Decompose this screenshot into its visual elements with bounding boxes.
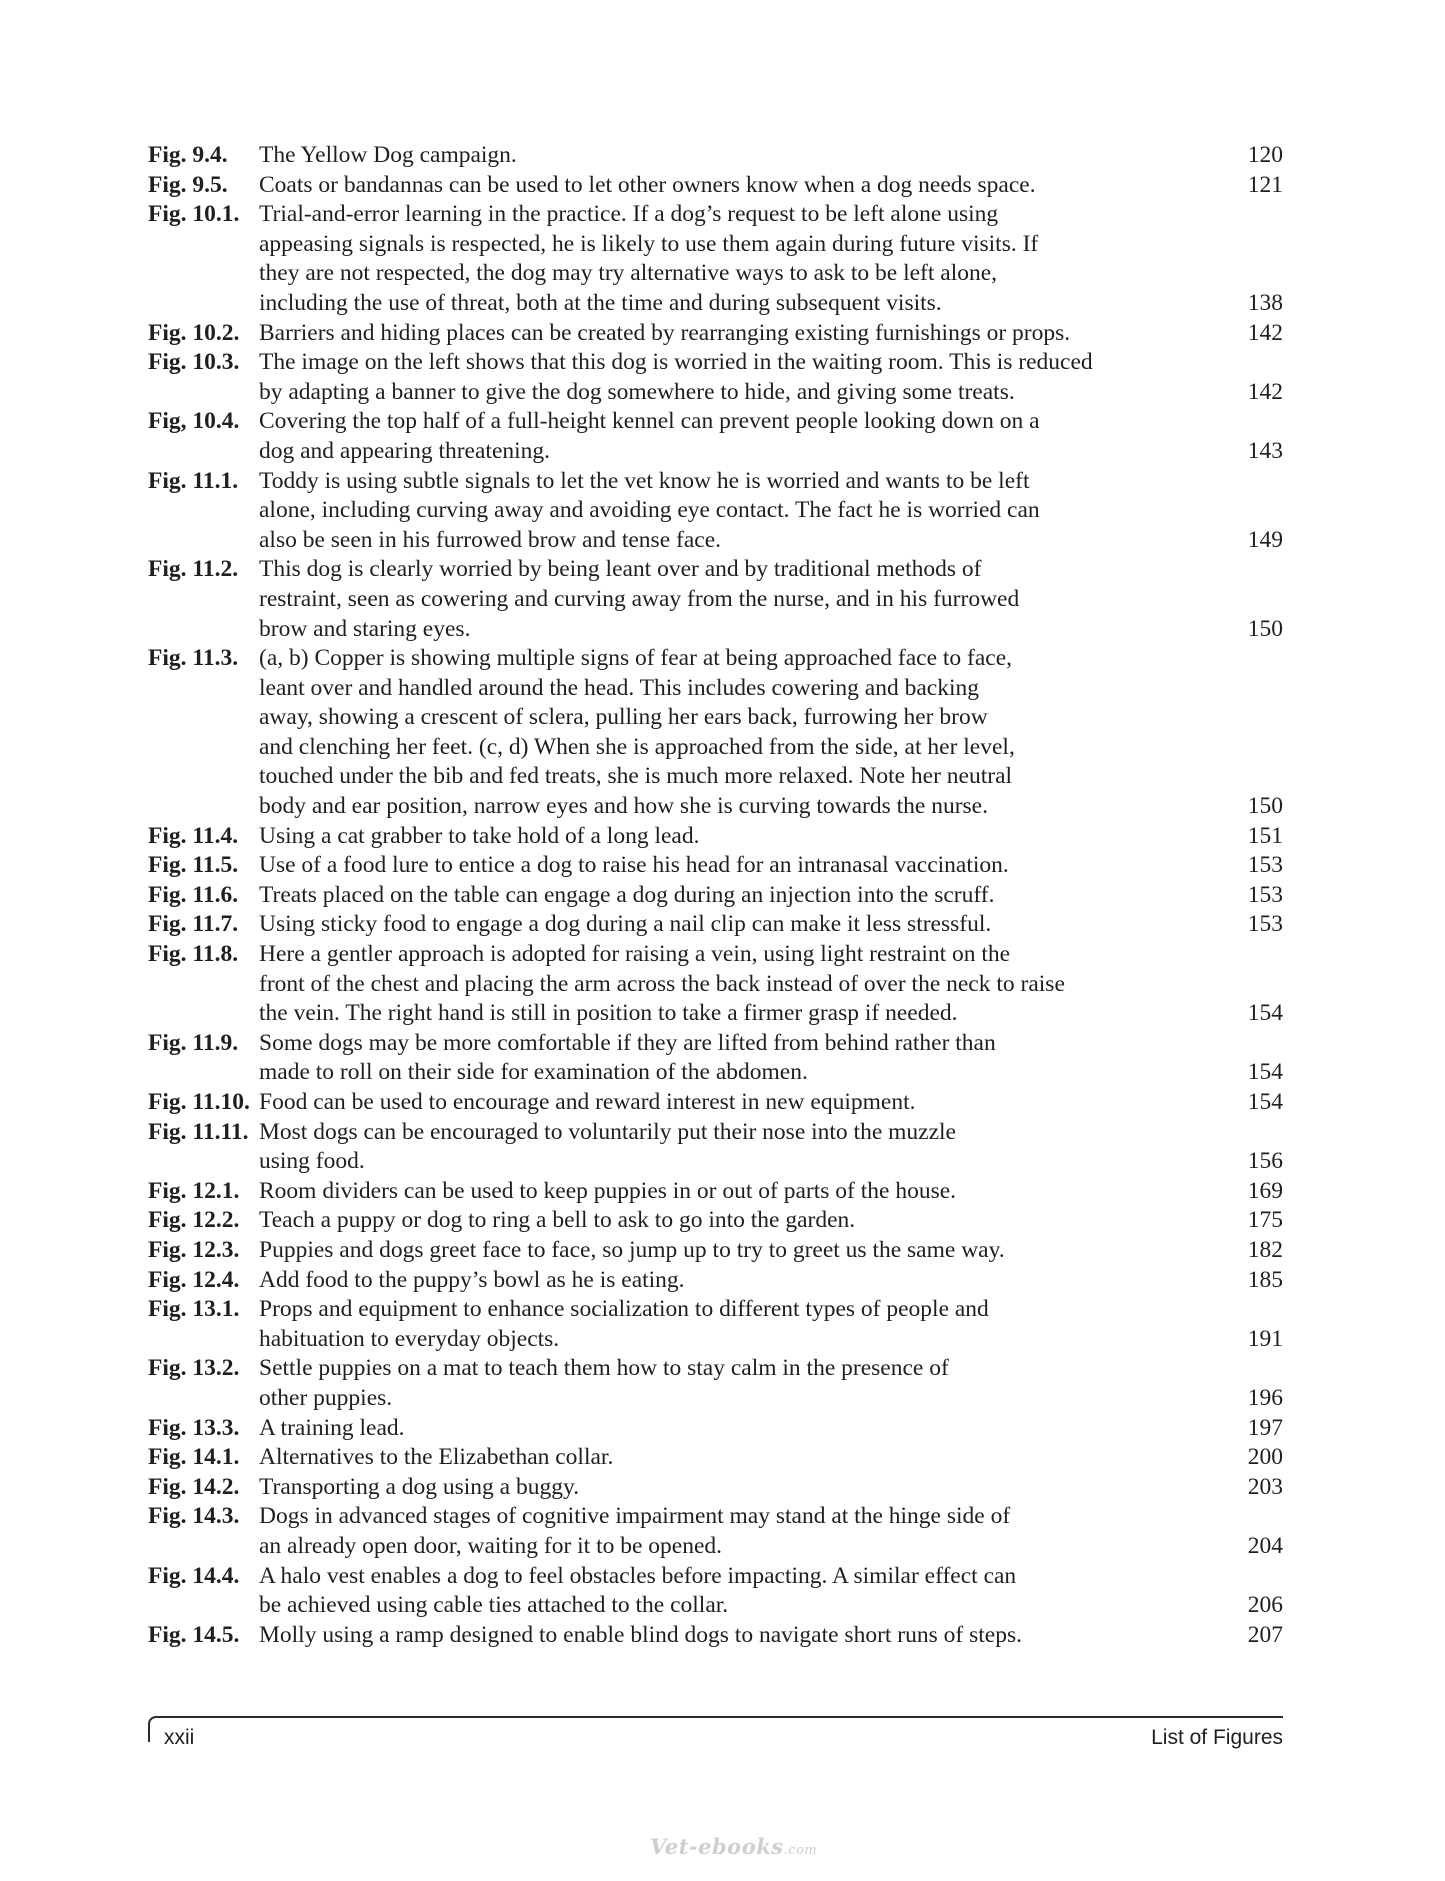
- caption-line: Toddy is using subtle signals to let the vet know he is worried and wants to be left: [259, 467, 1030, 494]
- caption-line: Use of a food lure to entice a dog to raise his head for an intranasal vaccination.: [259, 852, 1009, 879]
- caption-line: Using a cat grabber to take hold of a long lead.: [259, 822, 700, 849]
- figure-label: Fig. 10.3.: [148, 349, 240, 376]
- caption-line: Transporting a dog using a buggy.: [259, 1473, 580, 1500]
- caption-line: also be seen in his furrowed brow and tense face.: [259, 526, 722, 553]
- caption-line: front of the chest and placing the arm across the back instead of over the neck to raise: [259, 970, 1065, 997]
- figure-label: Fig. 11.5.: [148, 852, 239, 879]
- caption-line: an already open door, waiting for it to be opened.: [259, 1532, 723, 1559]
- figure-page-number: 169: [1247, 1177, 1283, 1204]
- caption-line: Covering the top half of a full-height kennel can prevent people looking down on a: [259, 408, 1040, 435]
- figure-caption: [259, 1088, 1239, 1118]
- figure-page-number: 175: [1247, 1207, 1283, 1234]
- caption-line: A halo vest enables a dog to feel obstacles before impacting. A similar effect can: [259, 1562, 1017, 1589]
- figure-caption: [259, 644, 1239, 822]
- figure-page-number: 197: [1247, 1414, 1283, 1441]
- figure-label: Fig. 14.3.: [148, 1503, 240, 1530]
- figure-label: Fig. 11.10.: [148, 1089, 250, 1115]
- caption-line: brow and staring eyes.: [259, 615, 471, 642]
- figure-entry: [148, 822, 1283, 852]
- caption-line: Food can be used to encourage and reward interest in new equipment.: [259, 1089, 916, 1115]
- caption-line: Teach a puppy or dog to ring a bell to ask to go into the garden.: [259, 1207, 856, 1234]
- figure-caption: [259, 555, 1239, 644]
- figure-page-number: 153: [1247, 911, 1283, 938]
- figure-label: Fig, 10.4.: [148, 408, 240, 435]
- caption-line: alone, including curving away and avoiding eye contact. The fact he is worried can: [259, 497, 1040, 524]
- caption-line: leant over and handled around the head. This includes cowering and backing: [259, 674, 979, 701]
- figure-entry: [148, 1562, 1283, 1621]
- figure-entry: [148, 910, 1283, 940]
- caption-line: Trial-and-error learning in the practice. If a dog’s request to be left alone using: [259, 201, 999, 228]
- figure-caption: [259, 1177, 1239, 1207]
- caption-line: habituation to everyday objects.: [259, 1325, 560, 1352]
- figure-page-number: 142: [1247, 378, 1283, 405]
- figure-entry: [148, 1206, 1283, 1236]
- caption-line: The Yellow Dog campaign.: [259, 142, 517, 168]
- figure-caption: [259, 1443, 1239, 1473]
- caption-line: be achieved using cable ties attached to the collar.: [259, 1592, 729, 1619]
- figure-caption: [259, 141, 1239, 171]
- figure-caption: [259, 1118, 1239, 1177]
- figure-caption: [259, 1266, 1239, 1296]
- figure-entry: [148, 1354, 1283, 1413]
- figure-page-number: 138: [1247, 289, 1283, 316]
- figure-page-number: 151: [1247, 822, 1283, 849]
- figure-caption: [259, 1502, 1239, 1561]
- figure-page-number: 203: [1247, 1473, 1283, 1500]
- caption-line: Using sticky food to engage a dog during a nail clip can make it less stressful.: [259, 911, 992, 938]
- figure-caption: [259, 1236, 1239, 1266]
- figure-caption: [259, 467, 1239, 556]
- figure-entry: [148, 1029, 1283, 1088]
- figure-caption: [259, 1414, 1239, 1444]
- figure-entry: [148, 1236, 1283, 1266]
- figure-label: Fig. 11.7.: [148, 911, 239, 938]
- figure-page-number: 156: [1247, 1148, 1283, 1175]
- caption-line: made to roll on their side for examination of the abdomen.: [259, 1059, 808, 1086]
- figure-label: Fig. 11.2.: [148, 556, 239, 583]
- figure-entry: [148, 940, 1283, 1029]
- figure-page-number: 120: [1247, 142, 1283, 168]
- caption-line: Most dogs can be encouraged to voluntarily put their nose into the muzzle: [259, 1118, 956, 1145]
- caption-line: restraint, seen as cowering and curving away from the nurse, and in his furrowed: [259, 585, 1020, 612]
- figure-caption: [259, 910, 1239, 940]
- figure-label: Fig. 11.8.: [148, 941, 239, 968]
- figure-label: Fig. 14.5.: [148, 1621, 240, 1648]
- caption-line: body and ear position, narrow eyes and how she is curving towards the nurse.: [259, 793, 988, 820]
- figure-entry: [148, 467, 1283, 556]
- caption-line: A training lead.: [259, 1414, 405, 1441]
- caption-line: and clenching her feet. (c, d) When she is approached from the side, at her level,: [259, 733, 1015, 760]
- caption-line: Barriers and hiding places can be created by rearranging existing furnishings or props.: [259, 319, 1071, 346]
- figure-caption: [259, 1621, 1239, 1651]
- caption-line: they are not respected, the dog may try alternative ways to ask to be left alone,: [259, 260, 998, 287]
- figure-page-number: 153: [1247, 852, 1283, 879]
- figure-label: Fig. 10.1.: [148, 201, 240, 228]
- figure-entry: [148, 1443, 1283, 1473]
- figure-entry: [148, 171, 1283, 201]
- figure-entry: [148, 555, 1283, 644]
- figure-page-number: 150: [1247, 793, 1283, 820]
- caption-line: Puppies and dogs greet face to face, so jump up to try to greet us the same way.: [259, 1236, 1005, 1263]
- caption-line: by adapting a banner to give the dog somewhere to hide, and giving some treats.: [259, 378, 1015, 405]
- caption-line: Molly using a ramp designed to enable blind dogs to navigate short runs of steps.: [259, 1621, 1022, 1648]
- footer-rule: [148, 1716, 1283, 1742]
- figure-list: [148, 141, 1283, 1650]
- figure-entry: [148, 644, 1283, 822]
- figure-page-number: 204: [1247, 1532, 1283, 1559]
- figure-entry: [148, 1473, 1283, 1503]
- figure-page-number: 153: [1247, 881, 1283, 908]
- caption-line: Settle puppies on a mat to teach them how to stay calm in the presence of: [259, 1355, 949, 1382]
- watermark-text: Vet-ebooks: [650, 1834, 784, 1859]
- caption-line: (a, b) Copper is showing multiple signs of fear at being approached face to face,: [259, 645, 1013, 672]
- figure-caption: [259, 407, 1239, 466]
- figure-caption: [259, 171, 1239, 201]
- caption-line: This dog is clearly worried by being leant over and by traditional methods of: [259, 556, 982, 583]
- figure-label: Fig. 11.9.: [148, 1029, 239, 1056]
- figure-label: Fig. 13.3.: [148, 1414, 240, 1441]
- figure-entry: [148, 1621, 1283, 1651]
- figure-label: Fig. 12.2.: [148, 1207, 240, 1234]
- figure-entry: [148, 1177, 1283, 1207]
- figure-page-number: 206: [1247, 1592, 1283, 1619]
- figure-caption: [259, 1295, 1239, 1354]
- caption-line: Coats or bandannas can be used to let other owners know when a dog needs space.: [259, 171, 1036, 198]
- caption-line: the vein. The right hand is still in position to take a firmer grasp if needed.: [259, 1000, 958, 1027]
- figure-page-number: 196: [1247, 1384, 1283, 1411]
- caption-line: Dogs in advanced stages of cognitive impairment may stand at the hinge side of: [259, 1503, 1011, 1530]
- caption-line: away, showing a crescent of sclera, pulling her ears back, furrowing her brow: [259, 704, 988, 731]
- figure-label: Fig. 11.6.: [148, 881, 239, 908]
- figure-label: Fig. 9.5.: [148, 171, 228, 198]
- figure-entry: [148, 1118, 1283, 1177]
- figure-entry: [148, 319, 1283, 349]
- figure-page-number: 185: [1247, 1266, 1283, 1293]
- figure-entry: [148, 348, 1283, 407]
- figure-label: Fig. 10.2.: [148, 319, 240, 346]
- caption-line: dog and appearing threatening.: [259, 437, 551, 464]
- caption-line: including the use of threat, both at the time and during subsequent visits.: [259, 289, 942, 316]
- figure-label: Fig. 14.1.: [148, 1444, 240, 1471]
- figure-entry: [148, 1414, 1283, 1444]
- figure-page-number: 154: [1247, 1089, 1283, 1115]
- figure-label: Fig. 11.3.: [148, 645, 239, 672]
- figure-label: Fig. 13.2.: [148, 1355, 240, 1382]
- figure-caption: [259, 1206, 1239, 1236]
- figure-page-number: 121: [1247, 171, 1283, 198]
- page-footer: [148, 1716, 1283, 1756]
- figure-caption: [259, 1562, 1239, 1621]
- figure-label: Fig. 12.3.: [148, 1236, 240, 1263]
- figure-caption: [259, 881, 1239, 911]
- figure-entry: [148, 1088, 1283, 1118]
- caption-line: using food.: [259, 1148, 365, 1175]
- figure-entry: [148, 1502, 1283, 1561]
- figure-caption: [259, 1354, 1239, 1413]
- figure-entry: [148, 851, 1283, 881]
- figure-label: Fig. 11.1.: [148, 467, 239, 494]
- figure-caption: [259, 200, 1239, 318]
- figure-entry: [148, 1266, 1283, 1296]
- caption-line: appeasing signals is respected, he is likely to use them again during future visits. If: [259, 230, 1039, 257]
- figure-caption: [259, 1029, 1239, 1088]
- figure-caption: [259, 822, 1239, 852]
- figure-page-number: 200: [1247, 1444, 1283, 1471]
- figure-entry: [148, 1295, 1283, 1354]
- figure-label: Fig. 12.1.: [148, 1177, 240, 1204]
- figure-page-number: 149: [1247, 526, 1283, 553]
- figure-caption: [259, 319, 1239, 349]
- figure-label: Fig. 12.4.: [148, 1266, 240, 1293]
- figure-page-number: 154: [1247, 1059, 1283, 1086]
- figure-entry: [148, 407, 1283, 466]
- footer-section-title: List of Figures: [1151, 1726, 1283, 1749]
- figure-caption: [259, 348, 1239, 407]
- caption-line: Here a gentler approach is adopted for raising a vein, using light restraint on the: [259, 941, 1011, 968]
- figure-page-number: 143: [1247, 437, 1283, 464]
- caption-line: Room dividers can be used to keep puppies in or out of parts of the house.: [259, 1177, 957, 1204]
- caption-line: Treats placed on the table can engage a dog during an injection into the scruff.: [259, 881, 995, 908]
- figure-entry: [148, 200, 1283, 318]
- figure-label: Fig. 11.4.: [148, 822, 239, 849]
- figure-caption: [259, 851, 1239, 881]
- caption-line: Add food to the puppy’s bowl as he is eating.: [259, 1266, 685, 1293]
- watermark-logo: [650, 1834, 817, 1859]
- caption-line: Alternatives to the Elizabethan collar.: [259, 1444, 614, 1471]
- figure-caption: [259, 1473, 1239, 1503]
- figure-page-number: 191: [1247, 1325, 1283, 1352]
- figure-page-number: 154: [1247, 1000, 1283, 1027]
- caption-line: other puppies.: [259, 1384, 393, 1411]
- caption-line: Some dogs may be more comfortable if they are lifted from behind rather than: [259, 1029, 996, 1056]
- caption-line: touched under the bib and fed treats, she is much more relaxed. Note her neutral: [259, 763, 1013, 790]
- figure-caption: [259, 940, 1239, 1029]
- figure-entry: [148, 141, 1283, 171]
- figure-label: Fig. 9.4.: [148, 142, 228, 168]
- caption-line: The image on the left shows that this dog is worried in the waiting room. This is reduced: [259, 349, 1093, 376]
- figure-page-number: 182: [1247, 1236, 1283, 1263]
- figure-page-number: 150: [1247, 615, 1283, 642]
- watermark-suffix: .com: [783, 1843, 818, 1858]
- figure-label: Fig. 11.11.: [148, 1118, 249, 1145]
- figure-label: Fig. 13.1.: [148, 1296, 240, 1323]
- figure-page-number: 207: [1247, 1621, 1283, 1648]
- figure-entry: [148, 881, 1283, 911]
- figure-label: Fig. 14.4.: [148, 1562, 240, 1589]
- caption-line: Props and equipment to enhance socialization to different types of people and: [259, 1296, 989, 1323]
- figure-label: Fig. 14.2.: [148, 1473, 240, 1500]
- footer-page-number: xxii: [164, 1726, 195, 1749]
- figure-page-number: 142: [1247, 319, 1283, 346]
